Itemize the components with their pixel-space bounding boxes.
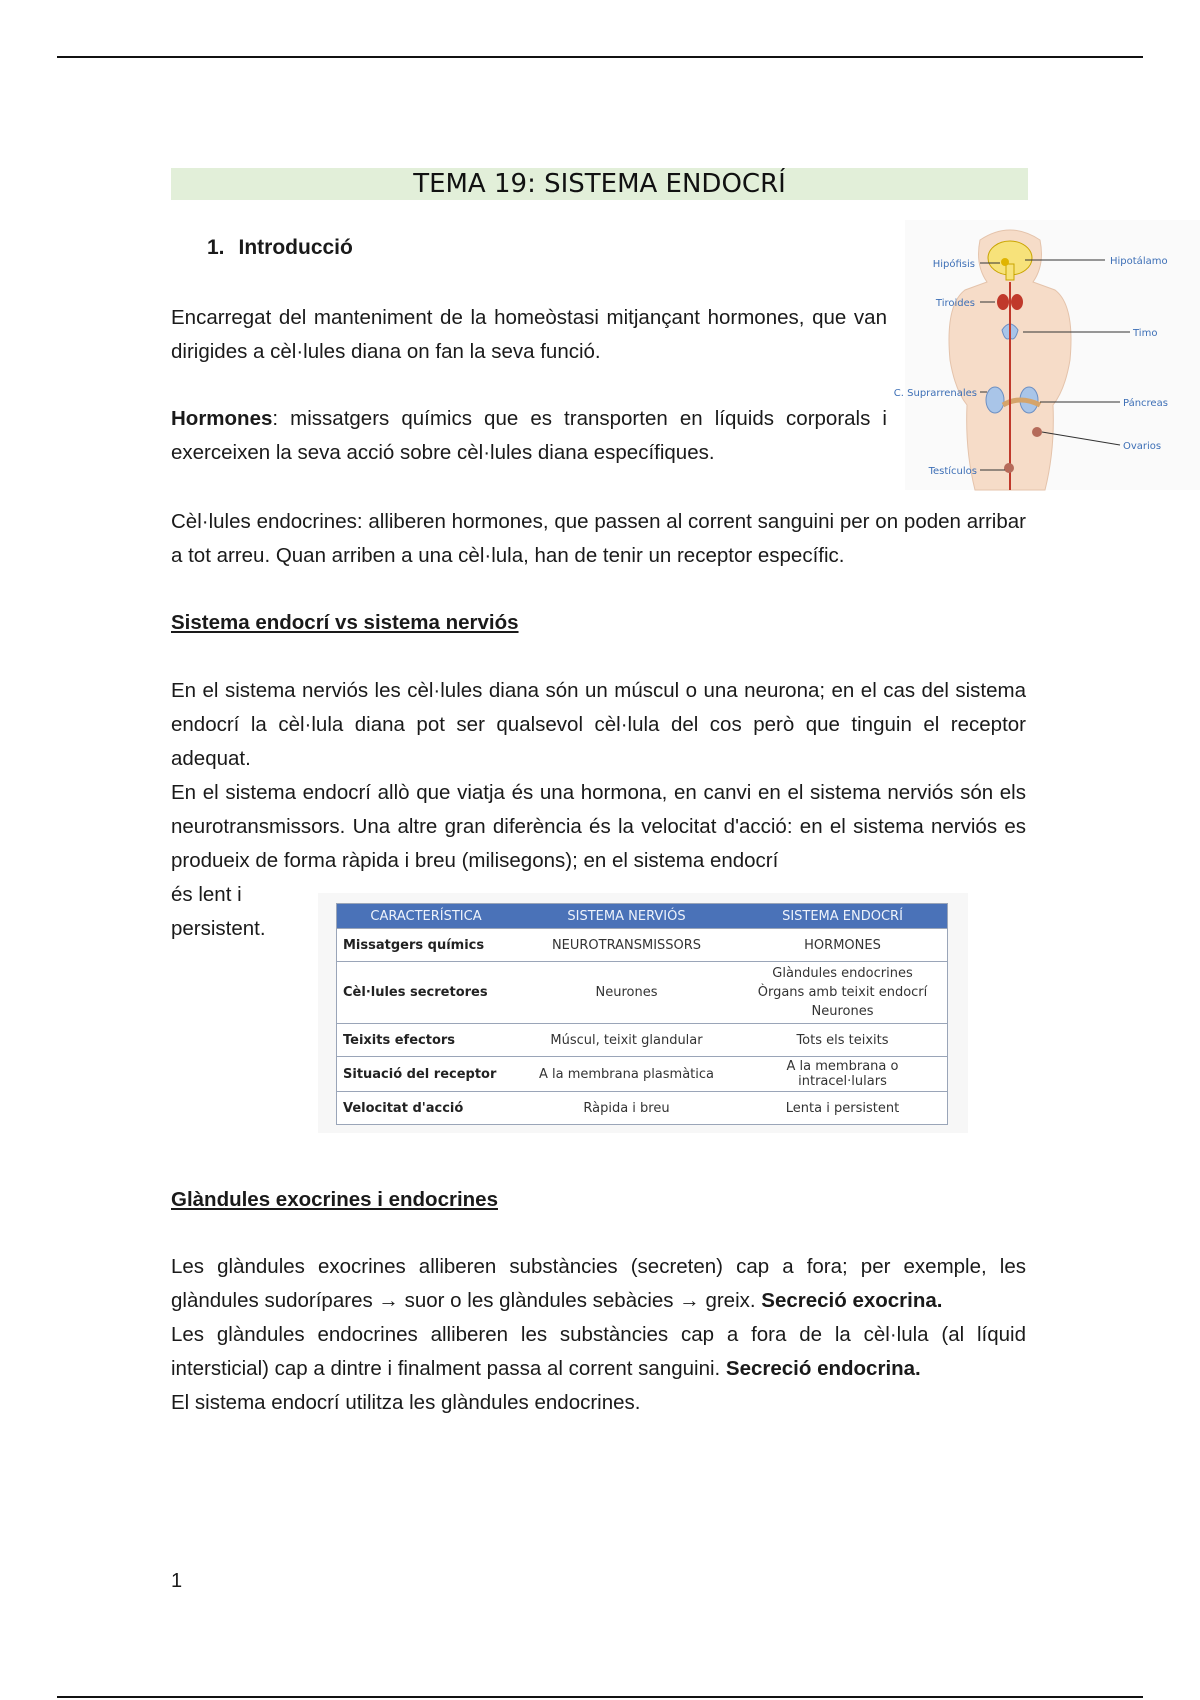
comparison-paragraph-1: En el sistema nerviós les cèl·lules diana són un múscul o una neurona; en el cas del sistema endocrí la cèl·lula diana pot ser qualsevol cèl·lula del cos però que tinguin el receptor adequat.: [171, 679, 1026, 770]
nervous-cell: Múscul, teixit glandular: [515, 1024, 738, 1057]
table-row: [337, 1092, 948, 1125]
glands-paragraph-2: [171, 1318, 1026, 1386]
page-number: 1: [171, 1570, 183, 1592]
table-row: [337, 1057, 948, 1092]
intro-paragraph-endocrine-cells: Cèl·lules endocrines: alliberen hormones, que passen al corrent sanguini per on poden arribar a tot arreu. Quan arriben a una cèl·lula, han de tenir un receptor específic.: [171, 510, 1026, 567]
glands-text-2: Les glàndules endocrines alliberen les substàncies cap a fora de la cèl·lula (al líquid intersticial) cap a dintre i finalment passa al corrent sanguini.: [171, 1323, 1026, 1380]
page-title: TEMA 19: SISTEMA ENDOCRÍ: [171, 168, 1028, 200]
hormones-term: Hormones: [171, 407, 273, 430]
label-ovarios: Ovarios: [1123, 441, 1162, 452]
endocrine-cell: [738, 962, 948, 1024]
label-testiculos: Testículos: [928, 466, 977, 477]
endocrine-cell: Tots els teixits: [738, 1024, 948, 1057]
section-number: 1.: [207, 236, 225, 259]
intro-paragraph-hormones: [171, 402, 887, 470]
row-label: Velocitat d'acció: [337, 1092, 516, 1125]
label-suprarrenales: C. Suprarrenales: [893, 388, 977, 399]
header-rule: [57, 56, 1143, 58]
table-row: [337, 1024, 948, 1057]
row-label: Cèl·lules secretores: [337, 962, 516, 1024]
row-label: Missatgers químics: [337, 929, 516, 962]
label-timo: Timo: [1133, 328, 1158, 339]
label-hipotalamo: Hipotálamo: [1110, 256, 1168, 267]
row-label: Teixits efectors: [337, 1024, 516, 1057]
section-heading-introduccio: [207, 234, 353, 262]
glands-paragraph-1: [171, 1250, 1026, 1318]
label-pancreas: Páncreas: [1123, 398, 1168, 409]
table-row: [337, 962, 948, 1024]
comparison-paragraph-tail-a: és lent i: [171, 883, 242, 906]
table-header-row: [337, 904, 948, 929]
endocrine-cell: HORMONES: [738, 929, 948, 962]
comparison-paragraph-2: En el sistema endocrí allò que viatja és una hormona, en canvi en el sistema nerviós són els neurotransmissors. Una altre gran diferència és la velocitat d'acció: en el sistema nerviós es produeix de forma ràpida i breu (milisegons); en el sistema endocrí: [171, 781, 1026, 872]
endocrine-body-diagram: [893, 220, 1200, 490]
endocrine-cell: A la membrana o intracel·lulars: [738, 1057, 948, 1092]
comparison-table: [336, 903, 948, 1125]
label-hipofisis: Hipófisis: [932, 259, 975, 270]
hormones-definition: : missatgers químics que es transporten en líquids corporals i exerceixen la seva acció sobre cèl·lules diana específiques.: [171, 407, 887, 464]
header-caracteristica: CARACTERÍSTICA: [337, 904, 516, 929]
endocrine-cell-line: Neurones: [811, 1004, 874, 1019]
header-sistema-nervios: SISTEMA NERVIÓS: [515, 904, 738, 929]
footer-rule: [57, 1696, 1143, 1698]
comparison-paragraph-tail-b: persistent.: [171, 917, 266, 940]
endocrine-cell-line: Òrgans amb teixit endocrí: [757, 985, 928, 1000]
nervous-cell: Neurones: [515, 962, 738, 1024]
header-sistema-endocri: SISTEMA ENDOCRÍ: [738, 904, 948, 929]
exocrine-secretion-term: Secreció exocrina.: [761, 1289, 943, 1312]
heading-exocrines-endocrines: Glàndules exocrines i endocrines: [171, 1188, 498, 1211]
table-row: [337, 929, 948, 962]
glands-paragraph-3: El sistema endocrí utilitza les glàndules endocrines.: [171, 1391, 641, 1414]
label-tiroides: Tiroides: [935, 298, 975, 309]
intro-paragraph-1: Encarregat del manteniment de la homeòstasi mitjançant hormones, que van dirigides a cèl·lules diana on fan la seva funció.: [171, 306, 887, 363]
glands-text-1: Les glàndules exocrines alliberen substàncies (secreten) cap a fora; per exemple, les glàndules sudorípares → suor o les glàndules sebàcies → greix.: [171, 1255, 1026, 1312]
row-label: Situació del receptor: [337, 1057, 516, 1092]
endocrine-secretion-term: Secreció endocrina.: [725, 1357, 921, 1380]
endocrine-cell-line: Glàndules endocrines: [772, 966, 913, 981]
nervous-cell: Ràpida i breu: [515, 1092, 738, 1125]
nervous-cell: A la membrana plasmàtica: [515, 1057, 738, 1092]
nervous-cell: NEUROTRANSMISSORS: [515, 929, 738, 962]
heading-endocri-vs-nervios: Sistema endocrí vs sistema nerviós: [171, 611, 519, 634]
comparison-table-figure: [318, 893, 968, 1133]
endocrine-cell: Lenta i persistent: [738, 1092, 948, 1125]
section-label: Introducció: [238, 236, 353, 259]
